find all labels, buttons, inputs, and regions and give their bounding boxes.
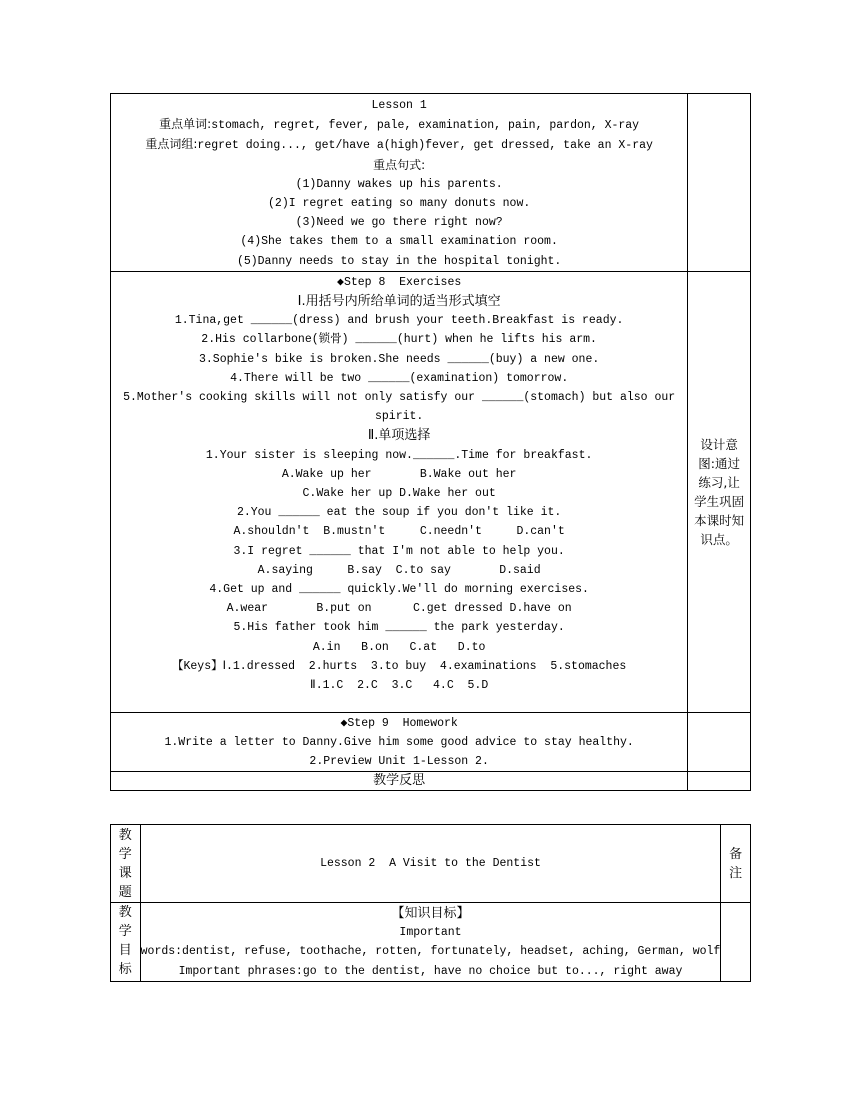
remarks-label: 备注 [729,846,743,881]
design-note-cell [688,271,751,712]
answer-keys: 【Keys】Ⅰ.1.dressed 2.hurts 3.to buy 4.examinations 5.stomaches [172,659,627,673]
goal-line-2: words:dentist, refuse, toothache, rotten, fortunately, headset, aching, German, wolf [140,945,721,959]
step8-row [111,271,751,712]
key-phrases-text: regret doing..., get/have a(high)fever, get dressed, take an X-ray [197,139,653,153]
key-sentence-3: (3)Need we go there right now? [295,216,503,230]
answer-keys-2: Ⅱ.1.C 2.C 3.C 4.C 5.D [310,679,489,693]
topic-label: 教学课题 [118,827,132,900]
step9-note-cell [688,712,751,772]
part2-q3: 3.I regret ______ that I'm not able to help you. [233,544,565,558]
lesson1-note-cell [688,94,751,272]
part1-item-5: 5.Mother's cooking skills will not only satisfy our ______(stomach) but also our spirit. [123,391,676,424]
key-phrases-label: 重点词组: [145,137,198,152]
key-sentence-2: (2)I regret eating so many donuts now. [268,197,531,211]
lesson2-topic: Lesson 2 A Visit to the Dentist [320,856,541,870]
goal-row [111,903,751,982]
step9-heading: ◆Step 9 Homework [340,716,458,730]
lesson-plan-table-1 [110,93,751,791]
key-sentence-1: (1)Danny wakes up his parents. [295,177,503,191]
part2-q2: 2.You ______ eat the soup if you don't like it. [236,506,562,520]
part2-q1-options-a: A.Wake up her B.Wake out her [281,467,517,481]
part2-q4-options: A.wear B.put on C.get dressed D.have on [226,602,572,616]
goal-label: 教学目标 [118,905,132,977]
step8-heading: ◆Step 8 Exercises [337,275,462,289]
step8-cell [111,271,688,712]
topic-label-cell [111,825,141,903]
part2-q3-options: A.saying B.say C.to say D.said [257,563,541,577]
goal-label-cell [111,903,141,982]
part1-title: Ⅰ.用括号内所给单词的适当形式填空 [297,294,501,310]
key-sentence-4: (4)She takes them to a small examination room. [240,235,558,249]
part2-title: Ⅱ.单项选择 [367,428,431,444]
goal-remarks-cell [721,903,751,982]
part2-q5: 5.His father took him ______ the park yesterday. [233,621,565,635]
key-words-label: 重点单词: [159,117,212,132]
topic-row [111,825,751,903]
part2-q4: 4.Get up and ______ quickly.We'll do morning exercises. [209,583,589,597]
goal-cell [140,903,721,982]
reflection-note-cell [688,772,751,791]
reflection-cell [111,772,688,791]
goal-line-1: Important [399,926,462,940]
lesson1-row [111,94,751,272]
part1-item-4: 4.There will be two ______(examination) tomorrow. [230,371,569,385]
lesson-plan-table-2 [110,824,751,982]
knowledge-goal-heading: 【知识目标】 [391,906,470,921]
homework-item-2: 2.Preview Unit 1-Lesson 2. [309,755,489,769]
part1-item-1: 1.Tina,get ______(dress) and brush your teeth.Breakfast is ready. [174,314,624,328]
topic-cell [140,825,721,903]
part1-item-3: 3.Sophie's bike is broken.She needs ______(buy) a new one. [199,352,600,366]
step9-cell [111,712,688,772]
key-words-text: stomach, regret, fever, pale, examination, pain, pardon, X-ray [211,119,640,133]
goal-line-3: Important phrases:go to the dentist, have no choice but to..., right away [178,964,683,978]
key-words-line [111,115,687,135]
key-sentences-label: 重点句式: [373,157,426,172]
part2-q1: 1.Your sister is sleeping now.______.Time for breakfast. [205,448,593,462]
lesson1-title: Lesson 1 [371,99,427,112]
reflection-row [111,772,751,791]
part1-item-2: 2.His collarbone(锁骨) ______(hurt) when he lifts his arm. [201,333,597,347]
reflection-label: 教学反思 [373,773,426,789]
key-sentence-5: (5)Danny needs to stay in the hospital tonight. [236,254,562,268]
design-note: 设计意图:通过练习,让学生巩固本课时知识点。 [694,436,745,547]
part2-q5-options: A.in B.on C.at D.to [312,640,486,654]
part2-q1-options-b: C.Wake her up D.Wake her out [302,487,496,501]
key-phrases-line [111,135,687,155]
lesson1-cell [111,94,688,272]
homework-item-1: 1.Write a letter to Danny.Give him some good advice to stay healthy. [164,736,634,750]
part2-q2-options: A.shouldn't B.mustn't C.needn't D.can't [233,525,565,539]
remarks-label-cell [721,825,751,903]
step9-row [111,712,751,772]
